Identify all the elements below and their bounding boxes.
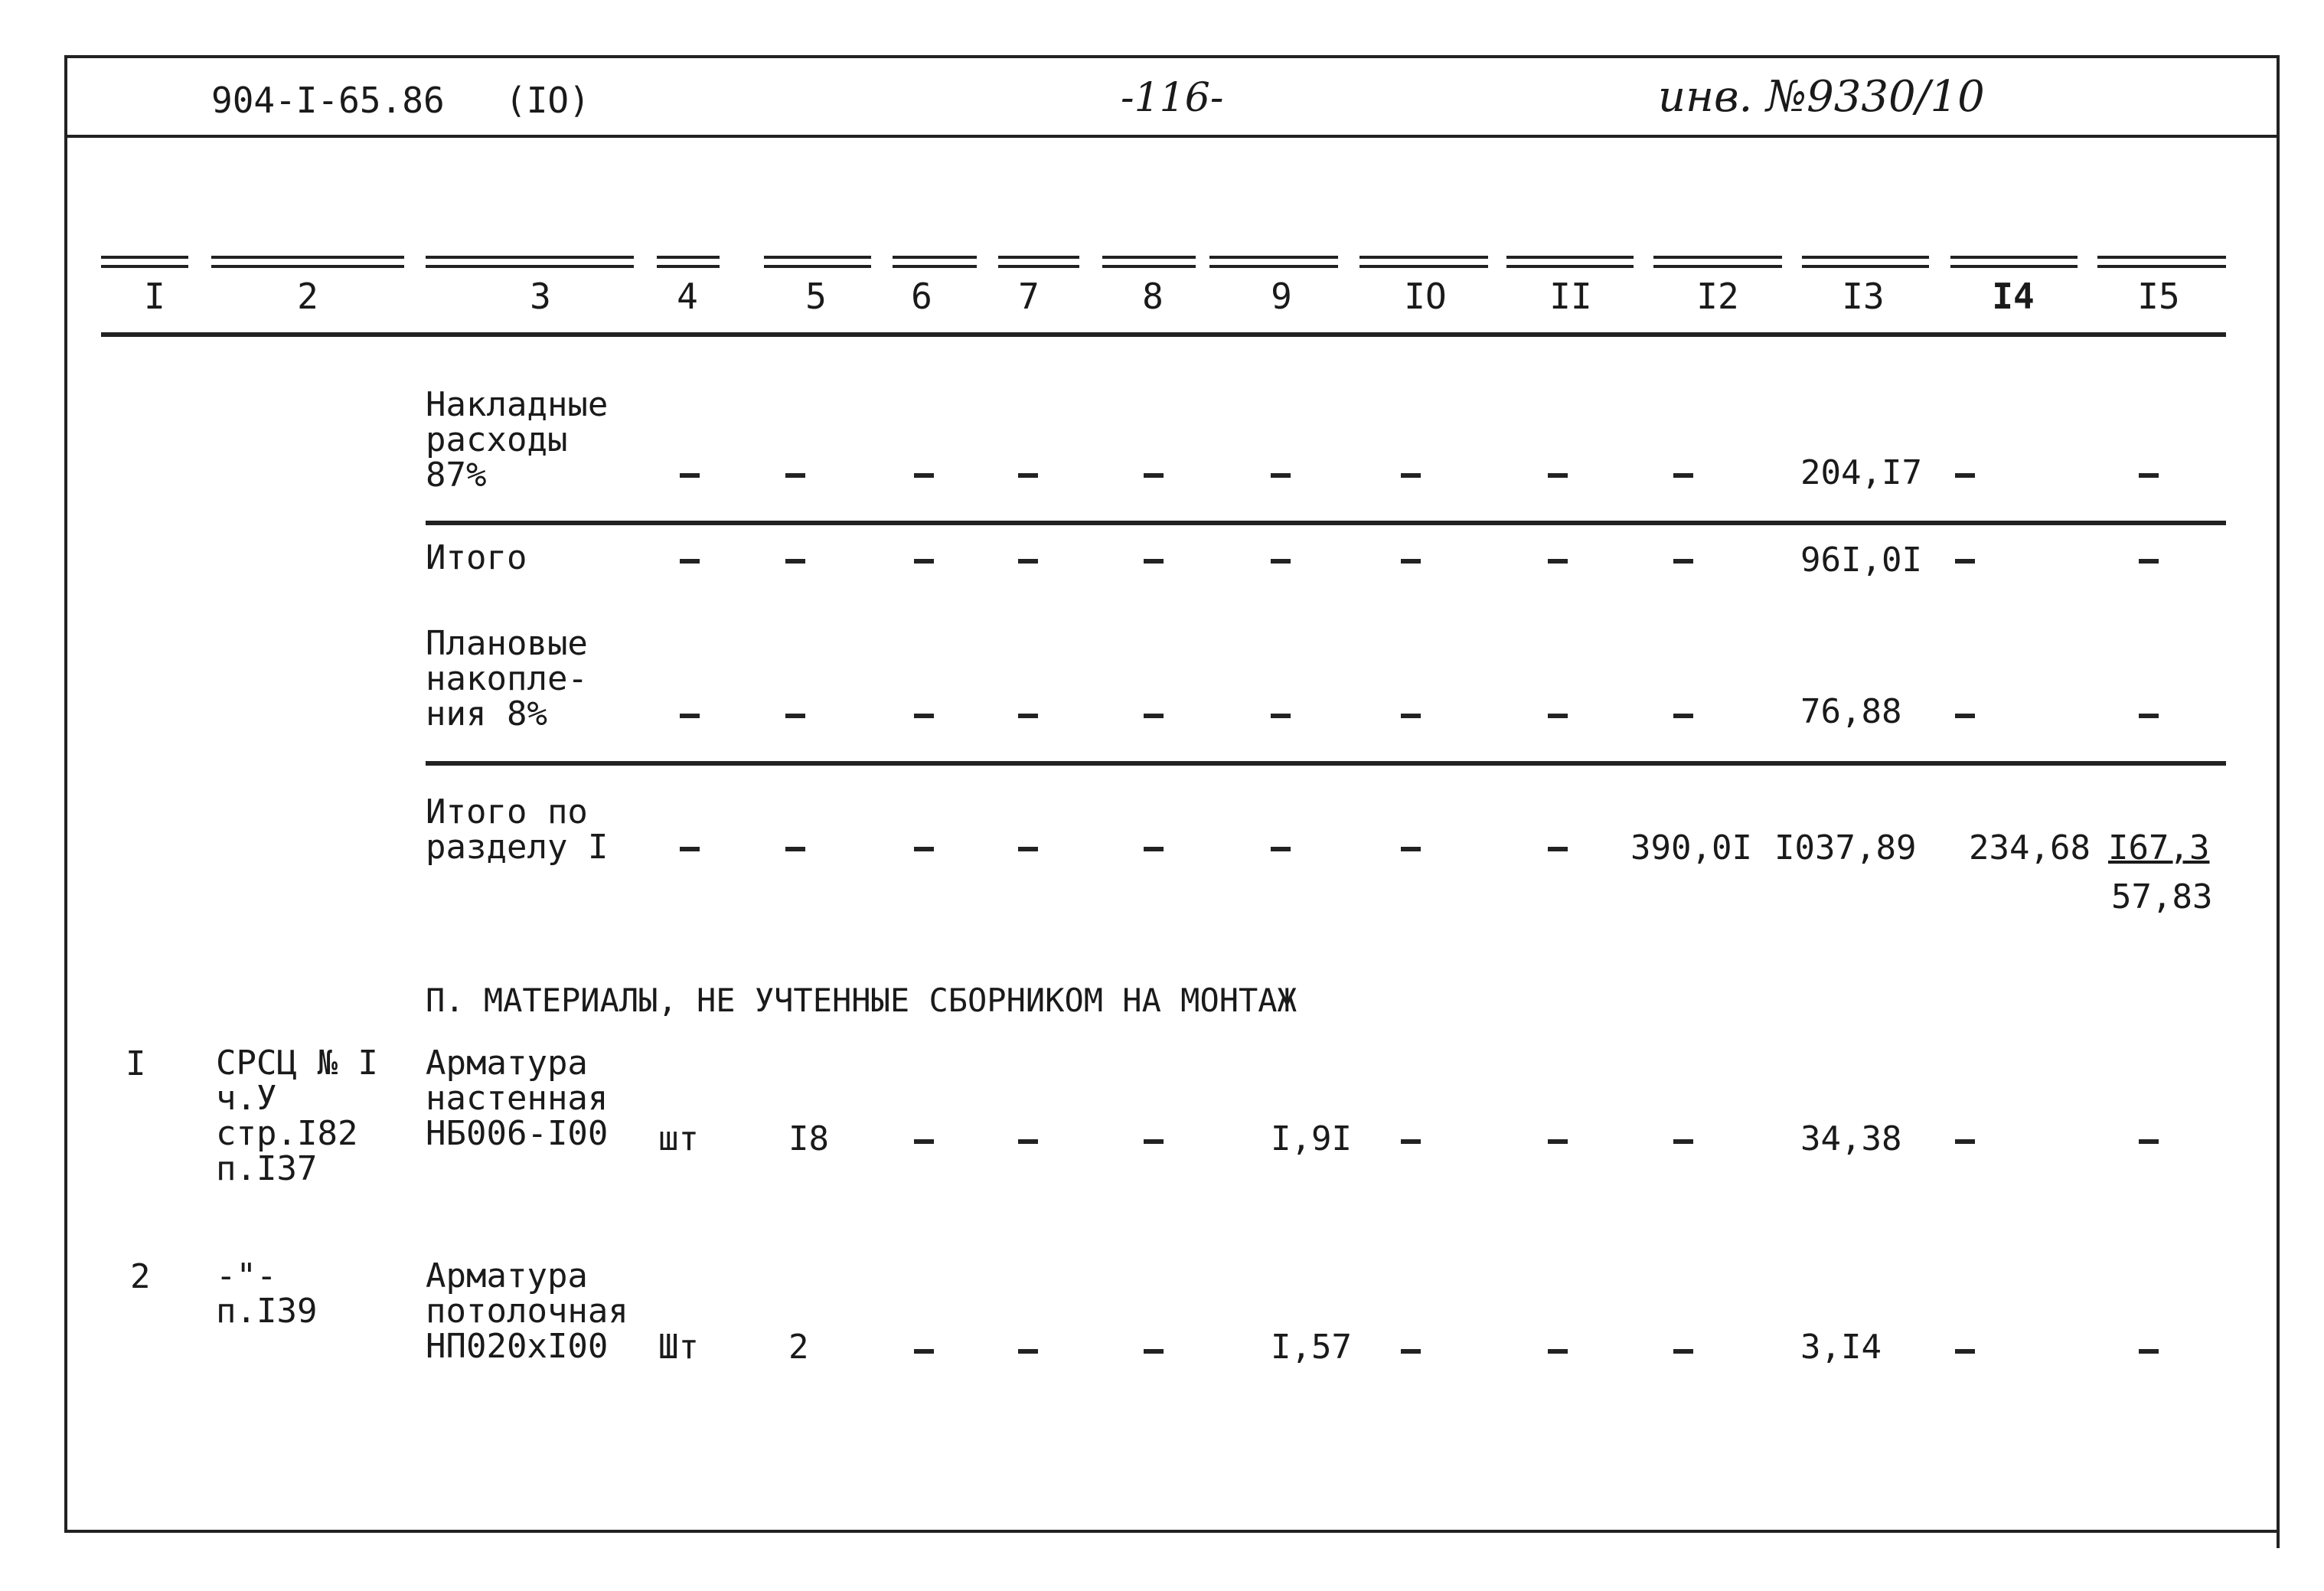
item-quantity: 2 — [788, 1328, 809, 1367]
overhead-col13: 204,I7 — [1800, 453, 1922, 492]
dash — [1271, 714, 1291, 718]
dash — [1144, 559, 1164, 564]
dash — [1673, 559, 1693, 564]
dash — [1548, 714, 1568, 718]
col-num-5: 5 — [805, 276, 827, 317]
dash — [1018, 559, 1038, 564]
section-total-col15-bottom: 57,83 — [2111, 877, 2213, 916]
section-title: П. МАТЕРИАЛЫ, НЕ УЧТЕННЫЕ СБОРНИКОМ НА МОНТАЖ — [426, 982, 1297, 1019]
item-reference: -"- п.I39 — [216, 1256, 318, 1331]
item-reference: СРСЦ № I ч.У стр.I82 п.I37 — [216, 1044, 378, 1188]
dash — [1548, 1139, 1568, 1144]
col-num-2: 2 — [297, 276, 318, 317]
row-label-section-total: Итого по разделу I — [426, 792, 609, 867]
item-quantity: I8 — [788, 1119, 829, 1158]
dash — [1018, 1139, 1038, 1144]
page-number: -116- — [1121, 75, 1224, 121]
dash — [785, 847, 805, 851]
dash — [914, 847, 934, 851]
col-num-1: I — [144, 276, 165, 317]
dash — [785, 473, 805, 478]
dash — [1955, 714, 1975, 718]
section-total-col14: 234,68 — [1969, 828, 2091, 867]
dash — [785, 714, 805, 718]
dash — [680, 847, 700, 851]
col-header-line — [1209, 256, 1338, 268]
dash — [1401, 1349, 1421, 1354]
item-unit: Шт — [658, 1328, 699, 1367]
document-code: 904-I-65.86 — [211, 80, 445, 121]
dash — [914, 559, 934, 564]
inventory-number: инв. №9330/10 — [1658, 72, 1985, 122]
dash — [1401, 559, 1421, 564]
col-num-10: IO — [1404, 276, 1447, 317]
dash — [1401, 473, 1421, 478]
dash — [914, 1349, 934, 1354]
dash — [785, 559, 805, 564]
dash — [1018, 473, 1038, 478]
dash — [680, 559, 700, 564]
col-header-line — [1653, 256, 1782, 268]
col-num-12: I2 — [1696, 276, 1739, 317]
header-bottom-rule — [101, 332, 2226, 337]
row-label-overhead: Накладные расходы 87% — [426, 385, 609, 495]
col-header-line — [998, 256, 1079, 268]
item-price: I,9I — [1271, 1119, 1352, 1158]
dash — [1144, 1349, 1164, 1354]
dash — [1144, 473, 1164, 478]
item-price: I,57 — [1271, 1328, 1352, 1367]
dash — [1673, 1349, 1693, 1354]
frame-bottom — [64, 1530, 2280, 1533]
col-header-line — [1950, 256, 2078, 268]
col-header-line — [657, 256, 720, 268]
section-total-col13: I037,89 — [1774, 828, 1917, 867]
section-total-col15-top: I67,3 — [2108, 828, 2210, 867]
dash — [2139, 473, 2159, 478]
dash — [1673, 1139, 1693, 1144]
col-header-line — [1506, 256, 1634, 268]
item-col13: 34,38 — [1800, 1119, 1902, 1158]
item-number: I — [126, 1044, 146, 1083]
dash — [1144, 1139, 1164, 1144]
dash — [914, 714, 934, 718]
dash — [1018, 847, 1038, 851]
dash — [1548, 559, 1568, 564]
col-num-8: 8 — [1142, 276, 1164, 317]
row-label-total: Итого — [426, 538, 527, 577]
dash — [680, 473, 700, 478]
dash — [1548, 847, 1568, 851]
col-header-line — [1102, 256, 1196, 268]
dash — [2139, 1349, 2159, 1354]
col-num-15: I5 — [2137, 276, 2180, 317]
dash — [2139, 559, 2159, 564]
dash — [1018, 1349, 1038, 1354]
dash — [1271, 559, 1291, 564]
col-header-line — [101, 256, 188, 268]
dash — [1271, 847, 1291, 851]
document-part: (IO) — [505, 80, 590, 121]
dash — [1271, 473, 1291, 478]
dash — [1548, 473, 1568, 478]
item-number: 2 — [130, 1257, 151, 1296]
dash — [1548, 1349, 1568, 1354]
dash — [1673, 473, 1693, 478]
col-num-9: 9 — [1271, 276, 1292, 317]
dash — [1144, 847, 1164, 851]
col-header-line — [764, 256, 871, 268]
col-header-line — [426, 256, 634, 268]
rule-after-planned — [426, 761, 2226, 766]
col-num-11: II — [1549, 276, 1592, 317]
dash — [1673, 714, 1693, 718]
col-header-line — [211, 256, 404, 268]
dash — [914, 473, 934, 478]
dash — [1401, 1139, 1421, 1144]
col-num-14: I4 — [1992, 276, 2035, 317]
row-label-planned: Плановые накопле- ния 8% — [426, 624, 588, 733]
dash — [1144, 714, 1164, 718]
item-name: Арматура настенная НБ006-I00 — [426, 1044, 609, 1153]
col-header-line — [1359, 256, 1488, 268]
dash — [914, 1139, 934, 1144]
planned-col13: 76,88 — [1800, 692, 1902, 731]
col-num-7: 7 — [1018, 276, 1040, 317]
dash — [1401, 847, 1421, 851]
dash — [2139, 714, 2159, 718]
dash — [1401, 714, 1421, 718]
frame-top — [64, 55, 2280, 58]
section-total-col12: 390,0I — [1630, 828, 1752, 867]
col-num-4: 4 — [677, 276, 698, 317]
header-divider — [64, 135, 2280, 138]
rule-after-overhead — [426, 521, 2226, 525]
col-num-6: 6 — [911, 276, 932, 317]
dash — [1955, 473, 1975, 478]
item-name: Арматура потолочная НП020хI00 — [426, 1256, 628, 1366]
dash — [1955, 1139, 1975, 1144]
item-col13: 3,I4 — [1800, 1328, 1882, 1367]
total-col13: 96I,0I — [1800, 541, 1922, 580]
col-num-3: 3 — [530, 276, 551, 317]
item-unit: шт — [658, 1119, 699, 1158]
col-num-13: I3 — [1842, 276, 1885, 317]
frame-left — [64, 55, 67, 1533]
col-header-line — [893, 256, 977, 268]
frame-right — [2277, 55, 2280, 1548]
dash — [1955, 559, 1975, 564]
dash — [1955, 1349, 1975, 1354]
dash — [2139, 1139, 2159, 1144]
col-header-line — [2097, 256, 2226, 268]
dash — [680, 714, 700, 718]
col-header-line — [1802, 256, 1929, 268]
dash — [1018, 714, 1038, 718]
